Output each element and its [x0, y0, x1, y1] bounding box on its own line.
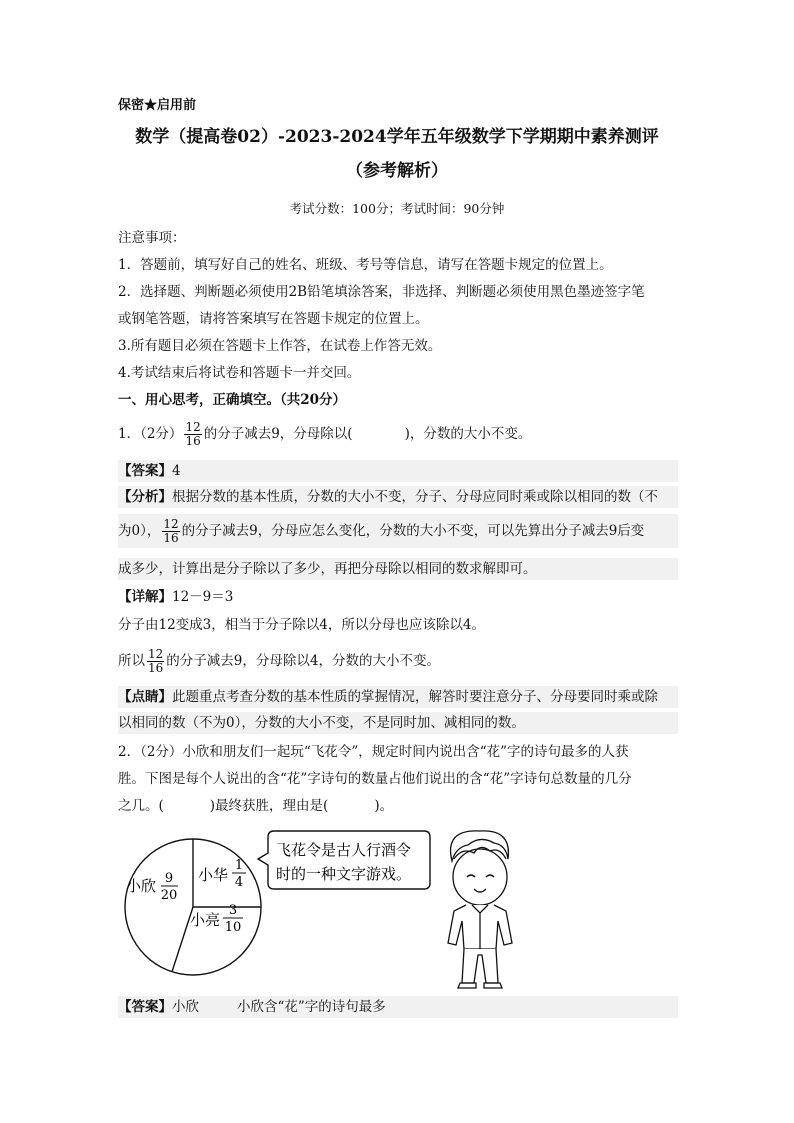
q1-analysis-fraction [162, 518, 179, 545]
pie-xiaoxin-num: 9 [164, 871, 174, 886]
q1-analysis-label: 【分析】 [118, 489, 172, 505]
q1-analysis-line-3: 成多少，计算出是分子除以了多少，再把分母除以相同的数求解即可。 [118, 558, 678, 580]
q1-comment-line-1 [118, 686, 678, 708]
page-subtitle: （参考解析） [346, 161, 448, 181]
q1-analysis-line-2 [118, 514, 678, 548]
q1-answer [118, 460, 678, 482]
pie-label-xiaohua: 小华 [198, 866, 229, 884]
q2-line-1: 2．（2分）小欣和朋友们一起玩“飞花令”，规定时间内说出含“花”字的诗句最多的人获 [118, 744, 629, 760]
q1-frac-den: 16 [185, 434, 201, 448]
boy-shoe-right [484, 983, 502, 988]
q2-answer-a: 小欣 [172, 999, 199, 1015]
q1-analysis-text-2a: 为0）， [118, 523, 161, 539]
boy-shoe-left [458, 983, 476, 988]
q1-answer-label: 【答案】 [118, 463, 172, 479]
q1-analysis-frac-num: 12 [163, 517, 179, 531]
q2-illustration [118, 825, 528, 990]
page-title: 数学（提高卷02）-2023-2024学年五年级数学下学期期中素养测评 [135, 127, 659, 147]
speech-line-1: 飞花令是古人行酒令 [276, 841, 412, 859]
q1-text-a: 的分子减去9，分母除以( [203, 426, 353, 442]
q1-detail-line-1 [118, 586, 678, 608]
speech-line-2: 时的一种文字游戏。 [276, 865, 412, 883]
q1-detail-line-2: 分子由12变成3，相当于分子除以4，所以分母也应该除以4。 [118, 617, 485, 633]
notice-item-1: 1．答题前，填写好自己的姓名、班级、考号等信息，请写在答题卡规定的位置上。 [118, 257, 613, 273]
q1-comment-text-1: 此题重点考查分数的基本性质的掌握情况，解答时要注意分子、分母要同时乘或除 [172, 689, 658, 705]
q1-detail-label: 【详解】 [118, 589, 172, 605]
pie-xiaoliang-den: 10 [224, 920, 242, 935]
q1-text-b: )，分数的大小不变。 [404, 426, 532, 442]
q1-detail-frac-num: 12 [148, 647, 164, 661]
speech-bubble [258, 831, 430, 889]
q1-frac-num: 12 [185, 420, 201, 434]
pie-xiaohua-num: 1 [234, 858, 244, 873]
pie-xiaoxin-den: 20 [160, 888, 178, 903]
q2-answer [118, 996, 678, 1018]
q2-line-3 [118, 795, 678, 817]
q1-answer-value: 4 [172, 463, 181, 479]
q1-analysis-line-1 [118, 486, 678, 508]
notice-item-4: 4.考试结束后将试卷和答题卡一并交回。 [118, 365, 361, 381]
q1-analysis-text-1: 根据分数的基本性质，分数的大小不变，分子、分母应同时乘或除以相同的数（不 [172, 489, 658, 505]
notice-item-2-cont: 或钢笔答题，请将答案填写在答题卡规定的位置上。 [118, 311, 429, 327]
pie-xiaoliang-num: 3 [228, 903, 238, 918]
q1-detail-text-1: 12－9＝3 [172, 589, 234, 605]
pie-xiaohua-den: 4 [234, 875, 244, 890]
pie-chart [125, 839, 261, 975]
q2-answer-label: 【答案】 [118, 999, 172, 1015]
q1-detail-text-3a: 所以 [118, 653, 145, 669]
q2-line-2: 胜。下图是每个人说出的含“花”字诗句的数量占他们说出的含“花”字诗句总数量的几分 [118, 771, 632, 787]
q1-comment-line-2: 以相同的数（不为0），分数的大小不变，不是同时加、减相同的数。 [118, 712, 678, 734]
section-1-heading: 一、用心思考，正确填空。（共20分） [118, 392, 347, 408]
q1-detail-text-3b: 的分子减去9，分母除以4，分数的大小不变。 [166, 653, 440, 669]
exam-info: 考试分数：100分；考试时间：90分钟 [289, 201, 505, 216]
question-1 [118, 418, 678, 450]
notice-item-3: 3.所有题目必须在答题卡上作答，在试卷上作答无效。 [118, 338, 442, 354]
notice-heading: 注意事项： [118, 230, 186, 246]
q1-analysis-text-2b: 的分子减去9，分母应怎么变化，分数的大小不变，可以先算出分子减去9后变 [181, 523, 645, 539]
boy-pants [462, 949, 498, 983]
q1-detail-frac-den: 16 [148, 661, 164, 675]
q1-detail-line-3 [118, 644, 678, 678]
pie-label-xiaoxin: 小欣 [126, 877, 157, 895]
q2-text-3a: 之几。( [118, 798, 164, 814]
boy-illustration [448, 831, 512, 988]
q1-detail-fraction [147, 648, 164, 675]
q1-prefix: 1．（2分） [118, 426, 183, 442]
secret-mark: 保密★启用前 [118, 98, 197, 113]
q2-text-3b: )最终获胜，理由是( [209, 798, 329, 814]
boy-head [453, 849, 507, 905]
notice-item-2: 2．选择题、判断题必须使用2B铅笔填涂答案，非选择、判断题必须使用黑色墨迹签字笔 [118, 284, 645, 300]
q2-text-3c: )。 [374, 798, 394, 814]
q1-fraction [184, 421, 201, 448]
pie-label-xiaoliang: 小亮 [190, 911, 221, 929]
q2-answer-b: 小欣含“花”字的诗句最多 [237, 999, 386, 1015]
q1-comment-label: 【点睛】 [118, 689, 172, 705]
q1-analysis-frac-den: 16 [163, 531, 179, 545]
